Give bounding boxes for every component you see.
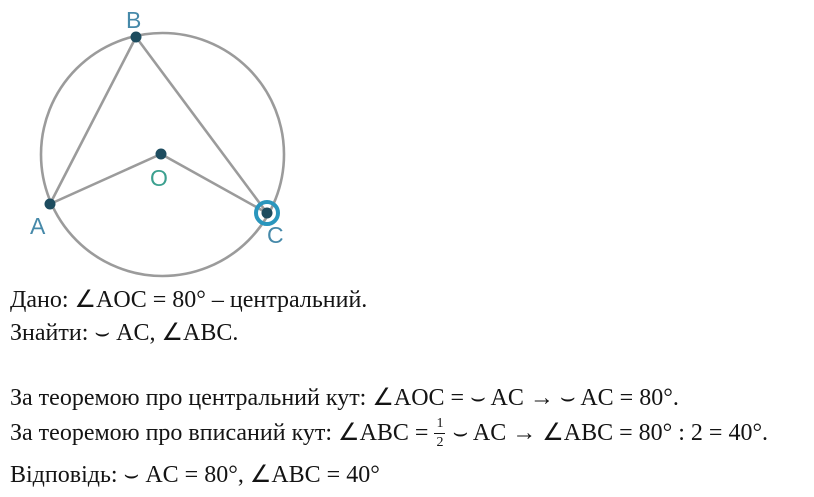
label-a: A — [30, 213, 46, 239]
label-o: O — [150, 165, 168, 191]
step2-text-before: За теоремою про вписаний кут: ∠ABC = — [10, 419, 429, 446]
step1-central-angle-line: За теоремою про центральний кут: ∠AOC = ⌣ AC → ⌣ AC = 80°. — [10, 385, 679, 411]
circle-figure — [0, 0, 332, 285]
step2-inscribed-angle-line — [10, 416, 768, 451]
point-b[interactable] — [131, 32, 142, 43]
find-line: Знайти: ⌣ AC, ∠ABC. — [10, 320, 239, 346]
label-c: C — [267, 222, 284, 248]
point-c[interactable] — [262, 208, 273, 219]
one-half-fraction — [434, 416, 445, 451]
radius-oc — [161, 154, 267, 213]
chord-ab — [50, 37, 136, 204]
point-o[interactable] — [156, 149, 167, 160]
label-b: B — [126, 7, 142, 33]
fraction-denominator: 2 — [436, 435, 444, 451]
answer-line: Відповідь: ⌣ AC = 80°, ∠ABC = 40° — [10, 462, 380, 488]
step2-text-after: ⌣ AC → ∠ABC = 80° : 2 = 40°. — [452, 419, 769, 446]
given-line: Дано: ∠AOC = 80° – центральний. — [10, 287, 368, 313]
radius-oa — [50, 154, 161, 204]
point-a[interactable] — [45, 199, 56, 210]
fraction-numerator: 1 — [434, 416, 445, 434]
